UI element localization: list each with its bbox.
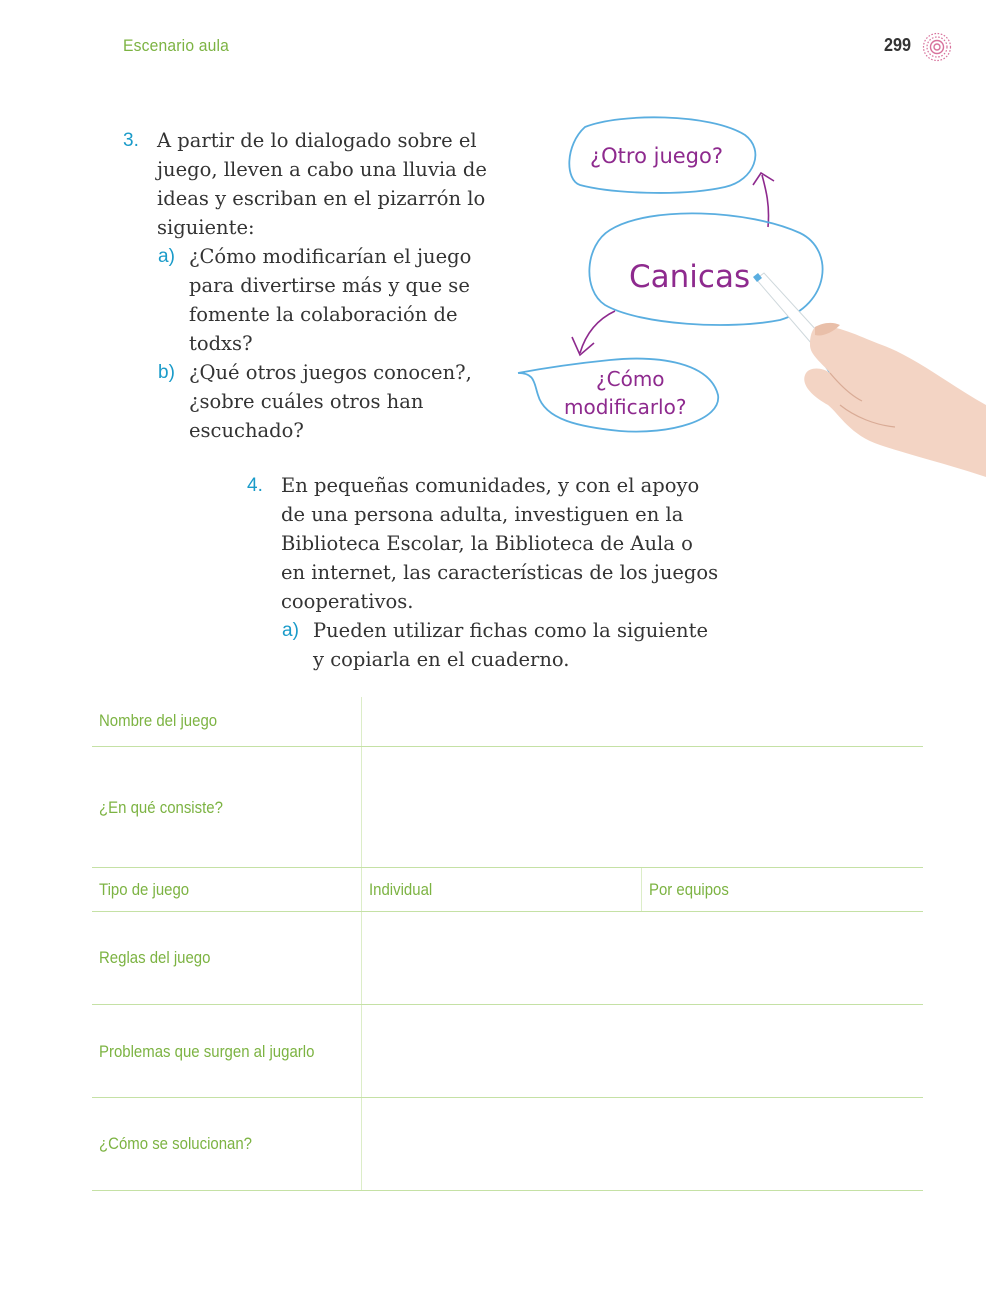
activity-3 (123, 126, 487, 445)
item-number: 3. (123, 130, 139, 151)
text-line: ¿Cómo modificarían el juego (189, 245, 472, 268)
text-line: fomente la colaboración de (189, 303, 458, 326)
text-line: escuchado? (189, 419, 304, 442)
text-line: Biblioteca Escolar, la Biblioteca de Aula o (281, 532, 693, 555)
column-divider (361, 747, 362, 867)
text-line: ¿Qué otros juegos conocen?, (189, 361, 472, 384)
column-divider (361, 1005, 362, 1097)
arrow-down (580, 311, 615, 353)
text-line: de una persona adulta, investiguen en la (281, 503, 684, 526)
arrow-up (762, 175, 769, 227)
subitem-letter: a) (158, 246, 175, 267)
option-individual: Individual (369, 880, 433, 899)
bubble-bottom-text-line2: modificarlo? (564, 395, 687, 419)
table-row (92, 868, 923, 912)
bubble-center-text: Canicas (629, 259, 751, 295)
item-number: 4. (247, 475, 263, 496)
page-number: 299 (884, 35, 912, 55)
game-record-card (92, 697, 923, 1191)
text-line: todxs? (189, 332, 253, 355)
subitem-letter: a) (282, 620, 299, 641)
bubble-top-text: ¿Otro juego? (590, 144, 723, 168)
brainstorm-diagram (510, 105, 986, 485)
hand-with-marker (753, 273, 986, 477)
text-line: ideas y escriban en el pizarrón lo (157, 187, 486, 210)
table-row (92, 747, 923, 868)
text-line: A partir de lo dialogado sobre el (157, 129, 477, 152)
row-label: Nombre del juego (99, 711, 218, 730)
concentric-circles-icon (921, 31, 953, 63)
row-label: Tipo de juego (99, 880, 190, 899)
text-line: para divertirse más y que se (189, 274, 470, 297)
text-line: En pequeñas comunidades, y con el apoyo (281, 474, 700, 497)
section-title: Escenario aula (123, 36, 230, 55)
table-row (92, 697, 923, 747)
row-label: ¿En qué consiste? (99, 798, 223, 817)
text-line: siguiente: (157, 216, 255, 239)
text-line: en internet, las características de los juegos (281, 561, 719, 584)
text-line: ¿sobre cuáles otros han (189, 390, 424, 413)
subitem-b (158, 358, 487, 445)
activity-4 (247, 471, 719, 674)
text-line: cooperativos. (281, 590, 414, 613)
table-row (92, 1098, 923, 1191)
column-divider (641, 868, 642, 911)
table-row (92, 912, 923, 1005)
row-label: ¿Cómo se solucionan? (99, 1134, 253, 1153)
text-line: y copiarla en el cuaderno. (313, 648, 570, 671)
subitem-letter: b) (158, 362, 175, 383)
bubble-bottom-text-line1: ¿Cómo (596, 367, 665, 391)
option-teams: Por equipos (649, 880, 729, 899)
column-divider (361, 868, 362, 911)
text-line: juego, lleven a cabo una lluvia de (157, 158, 487, 181)
column-divider (361, 1098, 362, 1190)
row-label: Reglas del juego (99, 948, 211, 967)
subitem-a (282, 616, 718, 674)
row-label: Problemas que surgen al jugarlo (99, 1042, 315, 1061)
subitem-a (158, 242, 487, 358)
column-divider (361, 912, 362, 1004)
text-line: Pueden utilizar fichas como la siguiente (313, 619, 708, 642)
column-divider (361, 697, 362, 746)
table-row (92, 1005, 923, 1098)
